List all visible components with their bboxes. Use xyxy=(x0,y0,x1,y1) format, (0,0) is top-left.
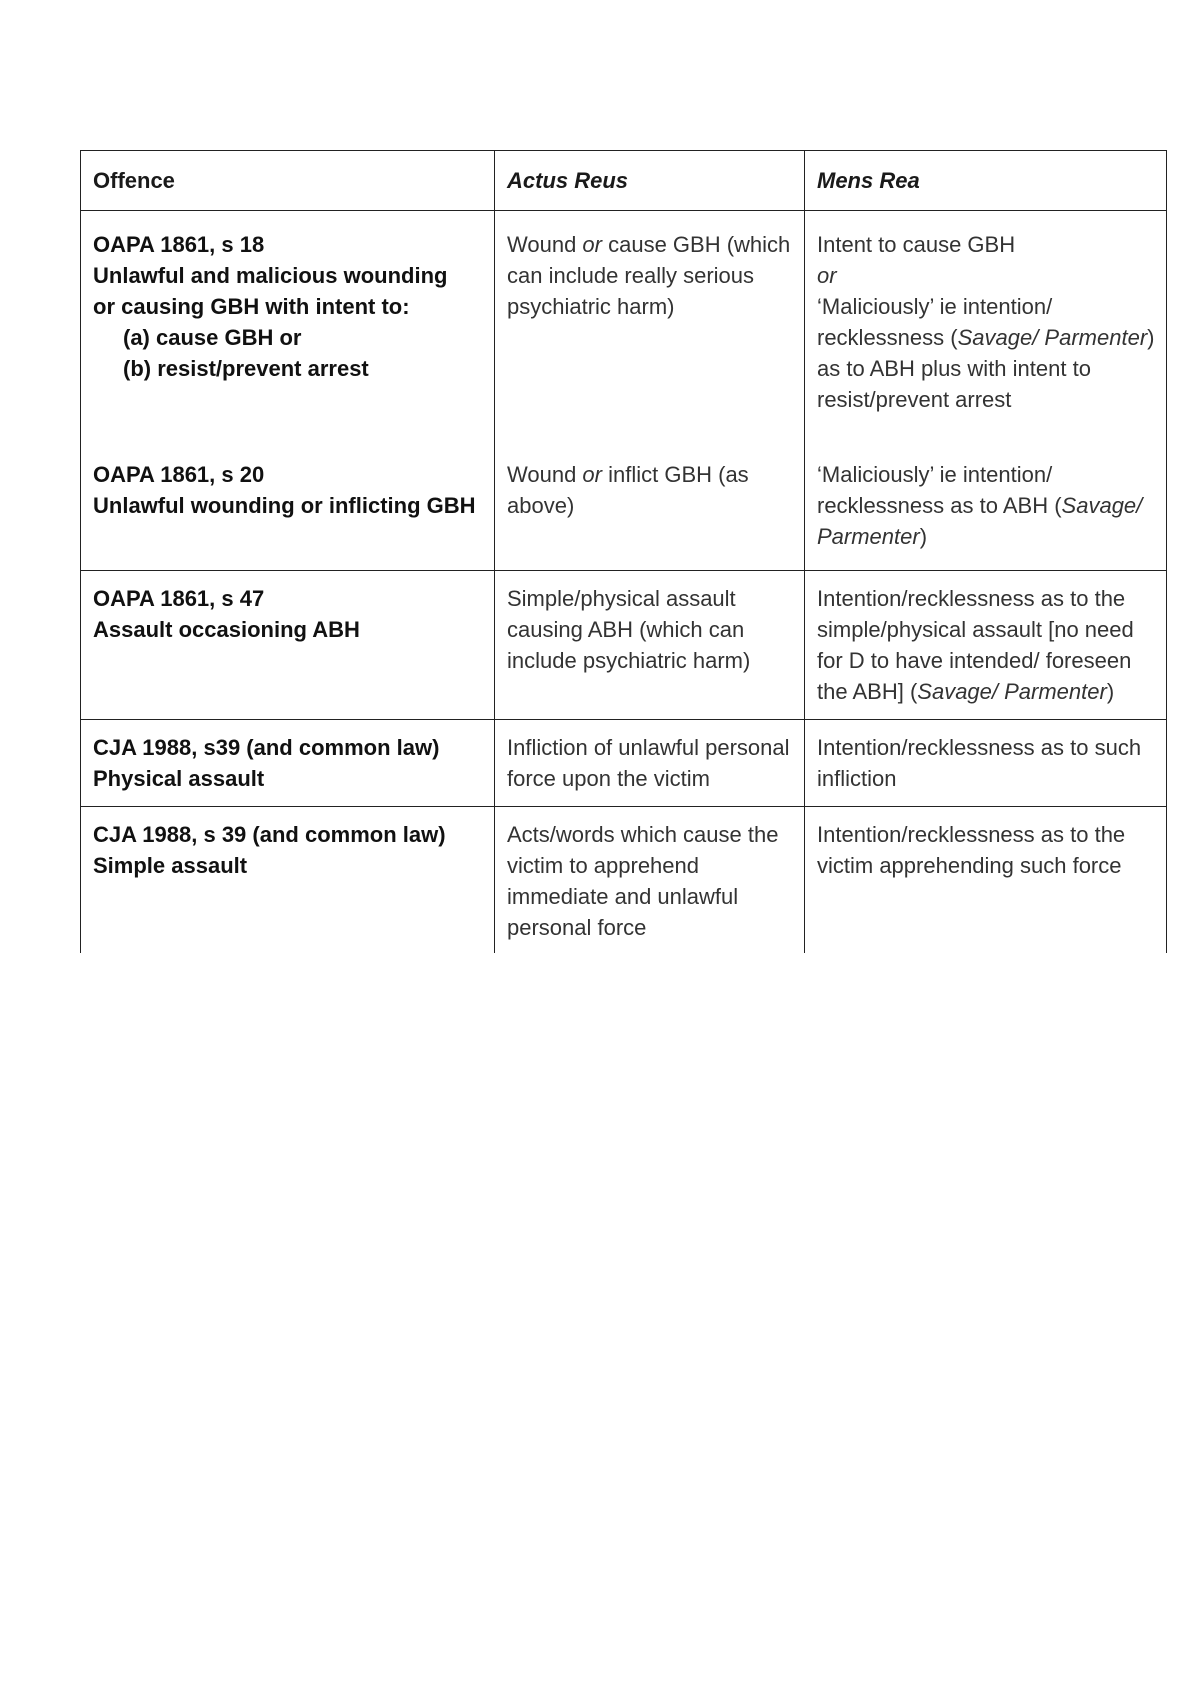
actus-reus-cell: Acts/words which cause the victim to apprehend immediate and unlawful personal force xyxy=(495,807,805,954)
mens-text-end: ) xyxy=(1106,679,1115,704)
actus-text-cont: cause GBH (which can include really serious psychiatric harm) xyxy=(507,232,791,319)
offence-statute: CJA 1988, s39 (and common law) xyxy=(93,735,440,760)
mens-rea-cell: Intention/recklessness as to such infliction xyxy=(805,720,1167,807)
actus-text-cont: inflict GBH (as above) xyxy=(507,462,749,518)
table-row xyxy=(81,427,1167,571)
mens-text-end: ) as to ABH plus with intent to resist/prevent arrest xyxy=(817,325,1155,412)
offence-statute: OAPA 1861, s 18 xyxy=(93,232,265,257)
case-citation: Savage/ Parmenter xyxy=(917,679,1107,704)
actus-emphasis: or xyxy=(582,462,602,487)
mens-emphasis: or xyxy=(817,263,837,288)
actus-reus-cell: Simple/physical assault causing ABH (which can include psychiatric harm) xyxy=(495,571,805,720)
header-offence: Offence xyxy=(81,151,495,211)
mens-rea-cell xyxy=(805,571,1167,720)
mens-text: ‘Maliciously’ ie intention/ recklessness as to ABH ( xyxy=(817,462,1062,518)
actus-reus-cell: Infliction of unlawful personal force upon the victim xyxy=(495,720,805,807)
actus-reus-cell xyxy=(495,427,805,571)
offence-statute: OAPA 1861, s 20 xyxy=(93,462,265,487)
actus-text: Wound xyxy=(507,232,583,257)
offences-table-container xyxy=(80,150,1166,953)
offence-title: Unlawful wounding or inflicting GBH xyxy=(93,493,476,518)
offence-cell xyxy=(81,807,495,954)
mens-rea-cell: Intention/recklessness as to the victim apprehending such force xyxy=(805,807,1167,954)
offence-cell xyxy=(81,571,495,720)
table-row xyxy=(81,720,1167,807)
offence-title: Simple assault xyxy=(93,853,248,878)
mens-text-end: ) xyxy=(919,524,928,549)
header-actus-reus: Actus Reus xyxy=(495,151,805,211)
offence-title: Assault occasioning ABH xyxy=(93,617,360,642)
actus-text: Wound xyxy=(507,462,583,487)
offence-title: Unlawful and malicious wounding xyxy=(93,263,448,288)
mens-text: Intention/recklessness as to the simple/physical assault [no need for D to have intended/ foreseen the ABH] ( xyxy=(817,586,1134,704)
table-row xyxy=(81,571,1167,720)
table-row xyxy=(81,807,1167,954)
header-mens-rea: Mens Rea xyxy=(805,151,1167,211)
offence-title: Physical assault xyxy=(93,766,265,791)
mens-rea-cell xyxy=(805,211,1167,428)
offence-cell xyxy=(81,211,495,428)
offences-table xyxy=(80,150,1167,953)
offence-cell xyxy=(81,720,495,807)
offence-title-cont: or causing GBH with intent to: xyxy=(93,294,410,319)
offence-cell xyxy=(81,427,495,571)
case-citation: Savage/ Parmenter xyxy=(957,325,1148,350)
actus-emphasis: or xyxy=(582,232,602,257)
offence-option-b: (b) resist/prevent arrest xyxy=(123,356,369,381)
offence-option-a: (a) cause GBH or xyxy=(123,325,302,350)
offence-statute: OAPA 1861, s 47 xyxy=(93,586,265,611)
offence-statute: CJA 1988, s 39 (and common law) xyxy=(93,822,446,847)
table-header-row xyxy=(81,151,1167,211)
mens-text-cont: ‘Maliciously’ ie intention/ recklessness ( xyxy=(817,294,1053,350)
table-row xyxy=(81,211,1167,428)
mens-text: Intent to cause GBH xyxy=(817,232,1016,257)
mens-rea-cell xyxy=(805,427,1167,571)
case-citation: Savage/ Parmenter xyxy=(817,493,1143,549)
actus-reus-cell xyxy=(495,211,805,428)
